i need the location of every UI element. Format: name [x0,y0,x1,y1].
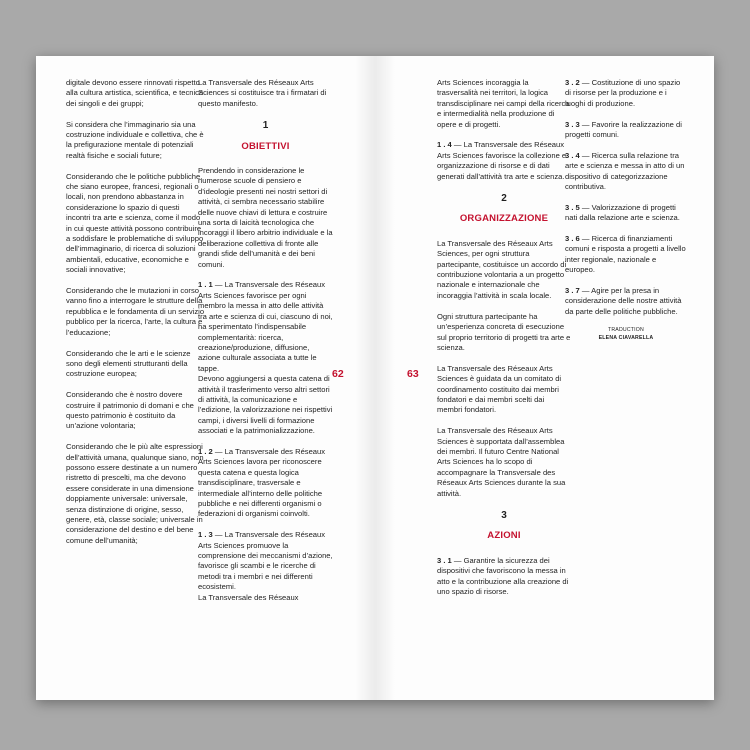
item-text: — Garantire la sicurezza dei dispositivi che favoriscono la messa in atto e la contribuzione alla creazione di uno spazio di risorse. [437,555,569,596]
left-page-column-2 [198,78,333,613]
item-number: 3 . 2 [565,78,580,87]
list-item [565,203,687,224]
left-page-column-1 [66,78,206,557]
paragraph: Devono aggiungersi a questa catena di attività il trasferimento verso altri settori di attività, la comunicazione e l’edizione, la valorizzazione nei rispettivi campi, i diversi livelli di formazione associati e la patrimonializzazione. [198,374,333,436]
paragraph: La Transversale des Réseaux [198,592,299,602]
list-item [198,530,333,592]
item-number: 3 . 5 [565,202,580,212]
item-text: — Favorire la realizzazione di progetti comuni. [565,119,682,140]
right-page [375,56,714,700]
page-number: 62 [332,368,344,380]
translator-name: ELENA CIAVARELLA [598,334,654,341]
item-number: 3 . 3 [565,119,580,129]
item-text: — Agire per la presa in considerazione delle nostre attività da parte delle politiche pubbliche. [565,286,682,316]
paragraph: La Transversale des Réseaux Arts Sciences è guidata da un comitato di coordinamento costituito dai membri fondatori e dai membri scelti dai membri fondatori. [437,363,562,415]
list-item [198,447,333,520]
item-number: 1 . 4 [437,140,452,150]
paragraph: Considerando che le mutazioni in corso vanno fino a interrogare le strutture della repubblica e le fondamenta di un servizio pubblico per la ricerca, l’arte, la cultura e l’educazione; [66,286,205,337]
paragraph: La Transversale des Réseaux Arts Sciences è supportata dall’assemblea dei membri. Il futuro Centre National Arts Sciences ha lo scopo di accompagnare la Transversale des Réseaux Arts Sciences durante la sua attività. [437,426,566,498]
list-item [198,280,333,374]
paragraph: Si considera che l’immaginario sia una costruzione individuale e collettiva, che è la prefigurazione mentale di potenziali realtà fisiche e sociali future; [66,119,204,160]
item-number: 1 . 1 [198,280,213,290]
left-page [36,56,375,700]
item-number: 1 . 2 [198,446,213,456]
item-text: — La Transversale des Réseaux Arts Sciences promuove la comprensione dei meccanismi d’azione, favorisce gli scambi e le ricerche di metodi tra i membri e nei differenti ecosistemi. [198,530,333,592]
list-item [565,78,687,109]
item-text: — La Transversale des Réseaux Arts Sciences lavora per riconoscere questa catena e questa logica transdisciplinare, trasversale e intermediale all’interno delle politiche pubbliche e nei differenti organismi o federazioni di organismi coinvolti. [198,446,326,519]
item-text: — Valorizzazione di progetti nati dalla relazione arte e scienza. [565,202,680,223]
item-number: 1 . 3 [198,530,213,540]
translation-credit [565,326,687,342]
paragraph: Considerando che è nostro dovere costruire il patrimonio di domani e che questo patrimonio è costituito da un’azione volontaria; [66,390,194,431]
section-title-azioni: AZIONI [487,530,521,542]
list-item [565,234,687,276]
paragraph: La Transversale des Réseaux Arts Sciences si costituisce tra i firmatari di questo manifesto. [198,78,327,108]
list-item [437,140,571,182]
page-number: 63 [407,368,419,380]
list-item [565,120,687,141]
item-number: 3 . 6 [565,234,580,244]
paragraph: La Transversale des Réseaux Arts Sciences, per ogni struttura partecipante, costituisce un accordo di contribuzione volontaria a un progetto nazionale e internazionale che incoraggia l’attività in scala locale. [437,238,567,300]
paragraph: digitale devono essere rinnovati rispetto alla cultura artistica, scientifica, e tecnica dei singoli e dei gruppi; [66,78,204,108]
item-text: — Ricerca di finanziamenti comuni e risposta a progetti a livello inter regionale, nazionale e europeo. [565,234,686,275]
item-text: — Ricerca sulla relazione tra arte e scienza e messa in atto di un dispositivo di categorizzazione contributiva. [565,150,685,192]
item-text: — La Transversale des Réseaux Arts Sciences favorisce per ogni membro la messa in atto delle attività tra arte e scienza di cui, ciascuno di noi, ha sperimentato l’indispensabile complementarità: ricerca, creazione/produzione, diffusione, azione culturale associata a tutte le tappe. [198,280,333,373]
paragraph: Considerando che le arti e le scienze sono degli elementi strutturanti della costruzione europea; [66,348,191,379]
paragraph: Considerando che le più alte espressioni dell’attività umana, qualunque siano, non possono essere destinate a un numero ristretto di prescelti, ma che devono essere considerate in una dimensione doppiamente universale: universale, senza distinzione di origine, sesso, genere, età, classe sociale; universale in considerazione del destino e del bene comune dell’umanità; [66,442,204,545]
section-title-organizzazione: ORGANIZZAZIONE [459,213,549,225]
item-number: 3 . 7 [565,286,580,296]
section-number: 3 [501,509,507,521]
right-page-column-2 [565,78,687,342]
list-item [565,286,687,317]
translation-label: TRADUCTION [607,326,644,333]
item-number: 3 . 1 [437,555,452,565]
paragraph: Arts Sciences incoraggia la trasversalità nei territori, la logica transdisciplinare nei campi della ricerca e intermedialità nella produzione di opere e di progetti. [437,78,570,129]
item-number: 3 . 4 [565,150,580,160]
list-item [565,151,687,193]
right-page-column-1 [437,78,571,608]
section-title-obiettivi: OBIETTIVI [241,140,290,152]
list-item [437,556,571,598]
paragraph: Ogni struttura partecipante ha un’esperienza concreta di esecuzione sul proprio territorio di progetti tra arte e scienza. [437,311,571,352]
item-text: — La Transversale des Réseaux Arts Sciences favorisce la collezione e organizzazione di risorse e di dati generati dall’attività tra arte e scienza. [437,140,567,181]
item-text: — Costituzione di uno spazio di risorse per la produzione e i luoghi di produzione. [565,78,681,108]
book-spread [36,56,714,700]
paragraph: Prendendo in considerazione le numerose scuole di pensiero e d’ideologie presenti nei nostri settori di attività, ci sembra necessario stabilire delle nuove chiavi di lettura e costruire una sorta di laicità tecnologica che incoraggi il libero arbitrio individuale e la deliberazione collettiva di fronte alle grandi sfide dell’umanità e dei beni comuni. [198,166,333,269]
section-number: 1 [262,120,269,132]
paragraph: Considerando che le politiche pubbliche, che siano europee, francesi, regionali o locali, non prendono abbastanza in considerazione lo spazio di questi incontri tra arte e scienza, come il modo in cui queste attività possono contribuire a soddisfare le problematiche di sviluppo dell’immaginario, di ricerca di soluzioni ambientali, educative, economiche e sociali innovative; [66,171,204,275]
section-number: 2 [501,193,507,205]
